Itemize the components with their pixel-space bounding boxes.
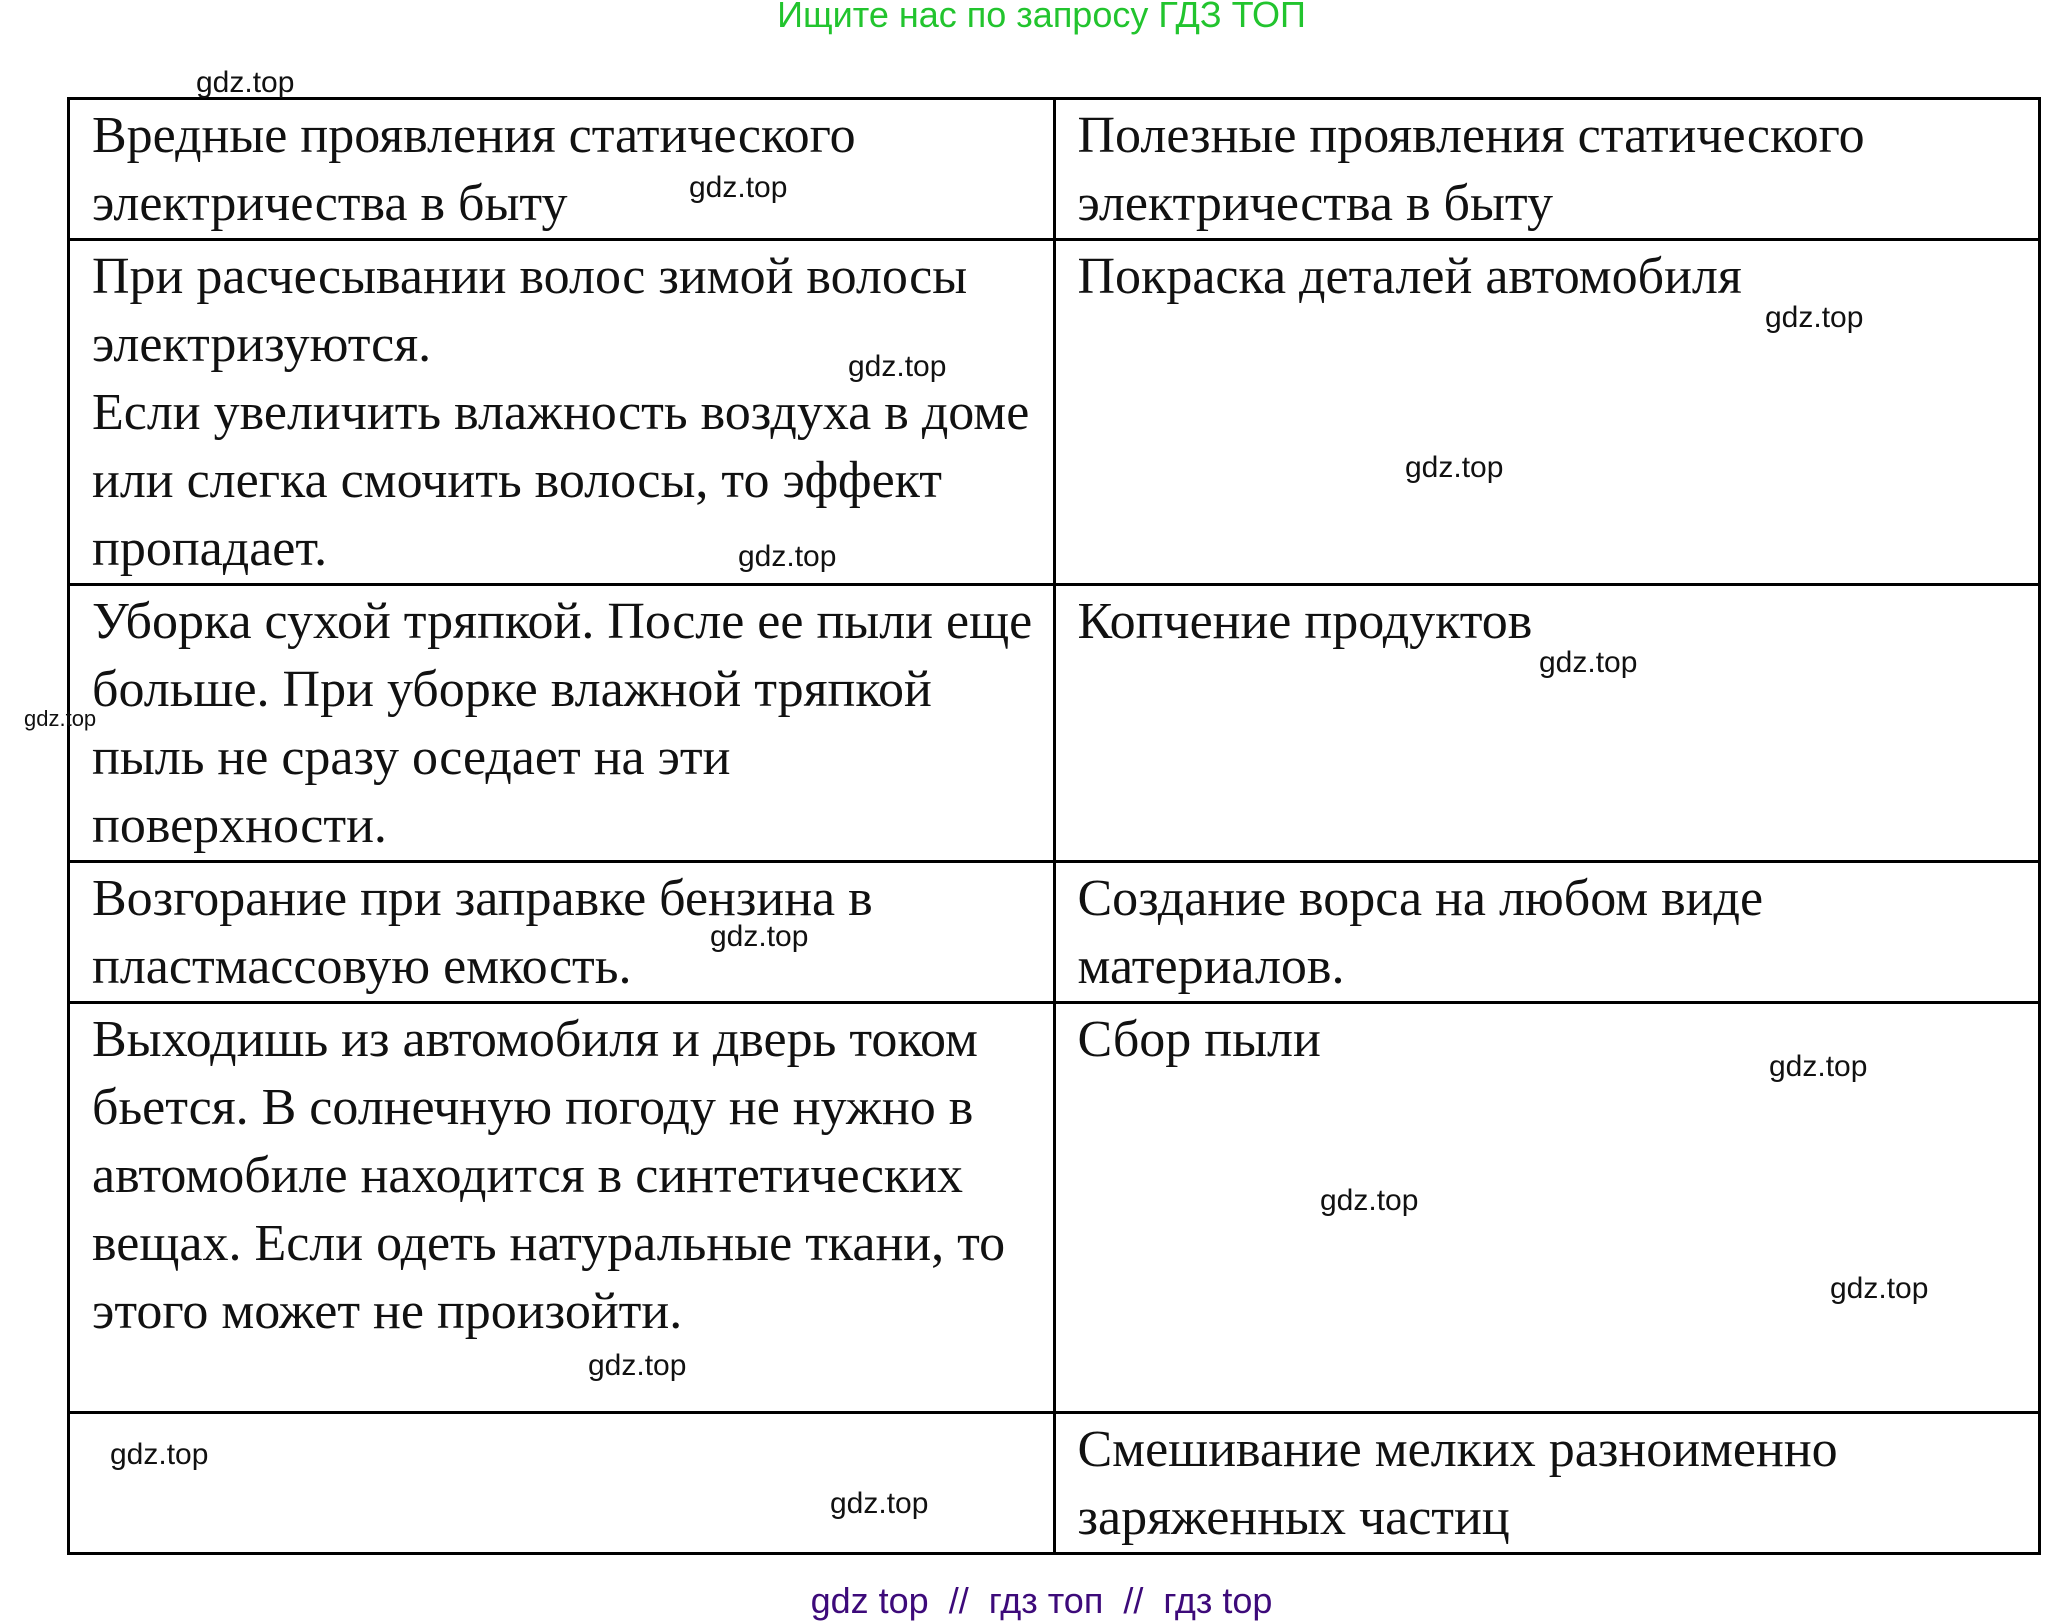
- watermark: gdz.top: [710, 920, 809, 953]
- table-row: [69, 1003, 2040, 1413]
- table-row: [69, 1413, 2040, 1554]
- cell-useful: Создание ворса на любом виде материалов.: [1054, 862, 2040, 1003]
- watermark: gdz.top: [196, 66, 295, 99]
- cell-harmful: Выходишь из автомобиля и дверь током бьется. В солнечную погоду не нужно в автомобиле находится в синтетических вещах. Если одеть натуральные ткани, то этого может не произойти.: [69, 1003, 1055, 1413]
- watermark: gdz.top: [1830, 1272, 1929, 1305]
- table-row: [69, 862, 2040, 1003]
- cell-harmful: Уборка сухой тряпкой. После ее пыли еще больше. При уборке влажной тряпкой пыль не сразу оседает на эти поверхности.: [69, 585, 1055, 862]
- watermark: gdz.top: [689, 171, 788, 204]
- cell-harmful: [69, 1413, 1055, 1554]
- watermark: gdz.top: [1320, 1184, 1419, 1217]
- cell-harmful: Возгорание при заправке бензина в пластмассовую емкость.: [69, 862, 1055, 1003]
- cell-useful: Покраска деталей автомобиля: [1054, 240, 2040, 585]
- watermark: gdz.top: [848, 350, 947, 383]
- watermark: gdz.top: [738, 540, 837, 573]
- header-harmful: Вредные проявления статического электричества в быту: [69, 99, 1055, 240]
- table-row: [69, 585, 2040, 862]
- cell-useful: Смешивание мелких разноименно заряженных частиц: [1054, 1413, 2040, 1554]
- table-row: [69, 240, 2040, 585]
- watermark: gdz.top: [1539, 646, 1638, 679]
- watermark: gdz.top: [588, 1349, 687, 1382]
- cell-useful: Копчение продуктов: [1054, 585, 2040, 862]
- watermark: gdz.top: [830, 1487, 929, 1520]
- watermark: gdz.top: [1769, 1050, 1868, 1083]
- table-header-row: [69, 99, 2040, 240]
- search-banner: Ищите нас по запросу ГДЗ ТОП: [777, 0, 1306, 35]
- watermark: gdz.top: [1405, 451, 1504, 484]
- static-electricity-table: [67, 97, 2041, 1555]
- watermark: gdz.top: [24, 706, 97, 731]
- watermark: gdz.top: [110, 1438, 209, 1471]
- watermark: gdz.top: [1765, 301, 1864, 334]
- footer-banner: gdz top // гдз топ // гдз top: [810, 1580, 1273, 1621]
- header-useful: Полезные проявления статического электричества в быту: [1054, 99, 2040, 240]
- cell-useful: Сбор пыли: [1054, 1003, 2040, 1413]
- cell-harmful: При расчесывании волос зимой волосы электризуются. Если увеличить влажность воздуха в доме или слегка смочить волосы, то эффект пропадает.: [69, 240, 1055, 585]
